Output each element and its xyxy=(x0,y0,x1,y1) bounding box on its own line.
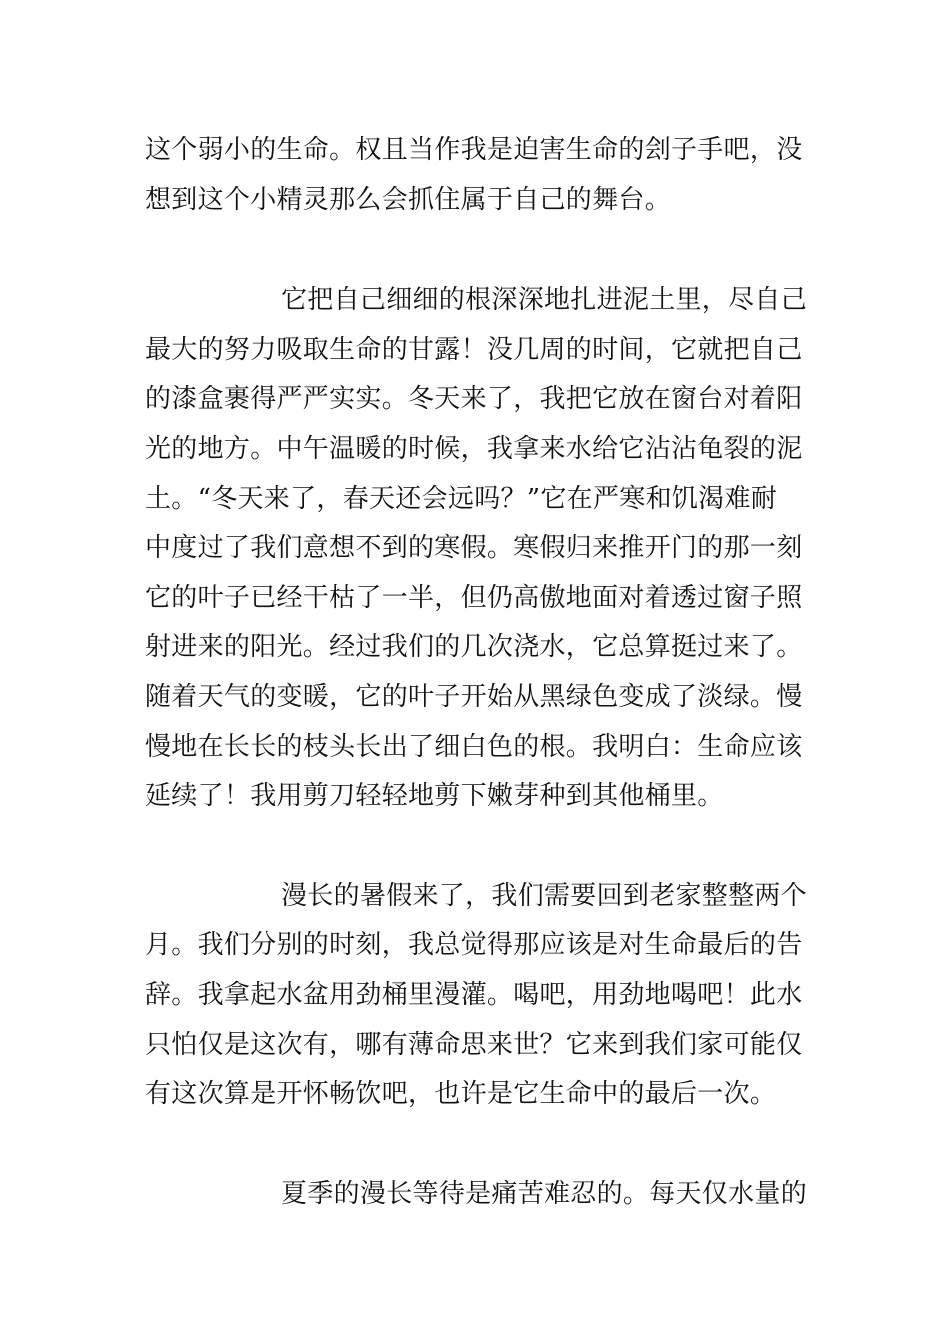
text-line: 只怕仅是这次有，哪有薄命思来世？它来到我们家可能仅 xyxy=(145,1030,803,1060)
text-line: 这个弱小的生命。权且当作我是迫害生命的刽子手吧，没 xyxy=(145,135,803,165)
text-line: 辞。我拿起水盆用劲桶里漫灌。喝吧，用劲地喝吧！此水 xyxy=(145,980,803,1010)
text-line: 想到这个小精灵那么会抓住属于自己的舞台。 xyxy=(145,185,672,215)
text-line: 最大的努力吸取生命的甘露！没几周的时间，它就把自己 xyxy=(145,335,803,365)
text-line: 的漆盒裹得严严实实。冬天来了，我把它放在窗台对着阳 xyxy=(145,384,803,414)
text-line: 随着天气的变暖，它的叶子开始从黑绿色变成了淡绿。慢 xyxy=(145,682,803,712)
paragraph-first-line: 它把自己细细的根深深地扎进泥土里，尽自己 xyxy=(281,285,808,315)
paragraph-first-line: 夏季的漫长等待是痛苦难忍的。每天仅水量的 xyxy=(281,1179,808,1209)
text-line: 它的叶子已经干枯了一半，但仍高傲地面对着透过窗子照 xyxy=(145,583,803,613)
text-line: 土。“冬天来了，春天还会远吗？”它在严寒和饥渴难耐 xyxy=(145,484,778,514)
text-line: 月。我们分别的时刻，我总觉得那应该是对生命最后的告 xyxy=(145,930,803,960)
text-line: 中度过了我们意想不到的寒假。寒假归来推开门的那一刻 xyxy=(145,533,803,563)
paragraph-first-line: 漫长的暑假来了，我们需要回到老家整整两个 xyxy=(281,881,808,911)
text-line: 射进来的阳光。经过我们的几次浇水，它总算挺过来了。 xyxy=(145,632,803,662)
text-line: 延续了！我用剪刀轻轻地剪下嫩芽种到其他桶里。 xyxy=(145,781,724,811)
text-line: 有这次算是开怀畅饮吧，也许是它生命中的最后一次。 xyxy=(145,1079,777,1109)
text-line: 光的地方。中午温暖的时候，我拿来水给它沾沾龟裂的泥 xyxy=(145,434,803,464)
text-line: 慢地在长长的枝头长出了细白色的根。我明白：生命应该 xyxy=(145,732,803,762)
